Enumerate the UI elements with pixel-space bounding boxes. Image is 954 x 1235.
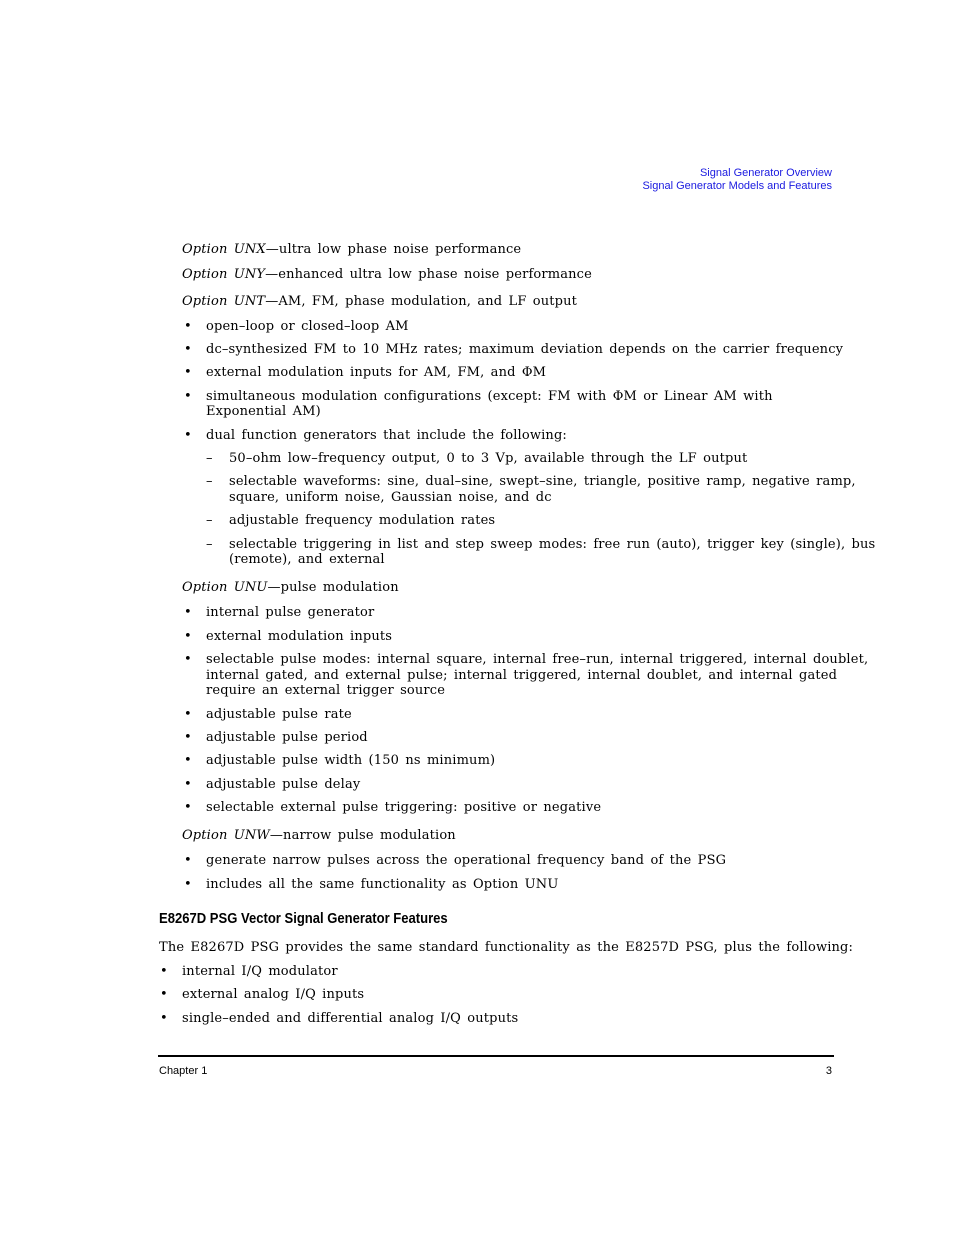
bullet-marker: • — [184, 777, 192, 792]
bullet-marker: • — [184, 652, 192, 667]
sub-list-item: 50–ohm low–frequency output, 0 to 3 Vp, available through the LF output — [229, 451, 748, 466]
bullet-marker: • — [184, 365, 192, 380]
footer-rule — [158, 1055, 834, 1057]
bullet-marker: • — [184, 753, 192, 768]
option-unu-desc: —pulse modulation — [267, 580, 399, 595]
list-item: single–ended and differential analog I/Q outputs — [182, 1011, 519, 1026]
dash-marker: – — [206, 474, 213, 489]
list-item: open–loop or closed–loop AM — [206, 319, 409, 334]
option-unw-name: Option UNW — [182, 828, 270, 843]
page-number: 3 — [825, 1065, 832, 1077]
option-unw-desc: —narrow pulse modulation — [269, 828, 456, 843]
option-unt-desc: —AM, FM, phase modulation, and LF output — [265, 294, 578, 309]
bullet-marker: • — [184, 319, 192, 334]
sub-list-item: adjustable frequency modulation rates — [229, 513, 496, 528]
list-item: includes all the same functionality as Option UNU — [206, 877, 559, 892]
option-unx-name: Option UNX — [182, 242, 266, 257]
list-item-line: selectable pulse modes: internal square, internal free–run, internal triggered, internal doublet, — [206, 652, 869, 667]
option-unx-desc: —ultra low phase noise performance — [265, 242, 522, 257]
bullet-marker: • — [160, 1011, 168, 1026]
list-item-line: internal gated, and external pulse; internal triggered, internal doublet, and internal gated — [206, 668, 838, 683]
option-uny-name: Option UNY — [182, 267, 266, 282]
list-item: external analog I/Q inputs — [182, 987, 365, 1002]
bullet-marker: • — [184, 707, 192, 722]
option-unt-line — [182, 294, 577, 310]
header-chapter-title[interactable]: Signal Generator Overview — [699, 167, 832, 179]
dash-marker: – — [206, 451, 213, 466]
bullet-marker: • — [184, 853, 192, 868]
list-item: external modulation inputs — [206, 629, 393, 644]
list-item-line: simultaneous modulation configurations (except: FM with ΦM or Linear AM with — [206, 389, 773, 404]
option-unu-name: Option UNU — [182, 580, 268, 595]
option-uny-line — [182, 267, 592, 283]
list-item-line: require an external trigger source — [206, 683, 446, 698]
list-item: internal pulse generator — [206, 605, 375, 620]
dash-marker: – — [206, 513, 213, 528]
sub-list-item-line: square, uniform noise, Gaussian noise, and dc — [229, 490, 552, 505]
dash-marker: – — [206, 537, 213, 552]
bullet-marker: • — [184, 629, 192, 644]
bullet-marker: • — [184, 877, 192, 892]
list-item: adjustable pulse period — [206, 730, 368, 745]
sub-list-item-line: (remote), and external — [229, 552, 385, 567]
list-item: selectable external pulse triggering: positive or negative — [206, 800, 602, 815]
bullet-marker: • — [184, 428, 192, 443]
header-section-title[interactable]: Signal Generator Models and Features — [642, 180, 832, 192]
bullet-marker: • — [184, 342, 192, 357]
list-item: adjustable pulse delay — [206, 777, 361, 792]
option-unt-name: Option UNT — [182, 294, 266, 309]
sub-list-item-line: selectable triggering in list and step sweep modes: free run (auto), trigger key (single), bus — [229, 537, 876, 552]
list-item: internal I/Q modulator — [182, 964, 338, 979]
list-item: generate narrow pulses across the operational frequency band of the PSG — [206, 853, 727, 868]
option-unw-line — [182, 828, 456, 844]
bullet-marker: • — [184, 800, 192, 815]
bullet-marker: • — [160, 987, 168, 1002]
section-heading: E8267D PSG Vector Signal Generator Features — [159, 911, 448, 927]
running-header — [642, 167, 832, 193]
list-item: adjustable pulse width (150 ns minimum) — [206, 753, 496, 768]
list-item: dual function generators that include the following: — [206, 428, 567, 443]
bullet-marker: • — [160, 964, 168, 979]
option-uny-desc: —enhanced ultra low phase noise performance — [265, 267, 592, 282]
sub-list-item-line: selectable waveforms: sine, dual–sine, swept–sine, triangle, positive ramp, negative ramp, — [229, 474, 856, 489]
list-item: adjustable pulse rate — [206, 707, 352, 722]
option-unu-line — [182, 580, 399, 596]
bullet-marker: • — [184, 730, 192, 745]
list-item-line: Exponential AM) — [206, 404, 321, 419]
option-unx-line — [182, 242, 521, 258]
bullet-marker: • — [184, 605, 192, 620]
section-intro: The E8267D PSG provides the same standard functionality as the E8257D PSG, plus the following: — [159, 940, 854, 955]
bullet-marker: • — [184, 389, 192, 404]
footer-chapter: Chapter 1 — [159, 1065, 208, 1077]
list-item: dc–synthesized FM to 10 MHz rates; maximum deviation depends on the carrier frequency — [206, 342, 844, 357]
list-item: external modulation inputs for AM, FM, and ΦM — [206, 365, 547, 380]
